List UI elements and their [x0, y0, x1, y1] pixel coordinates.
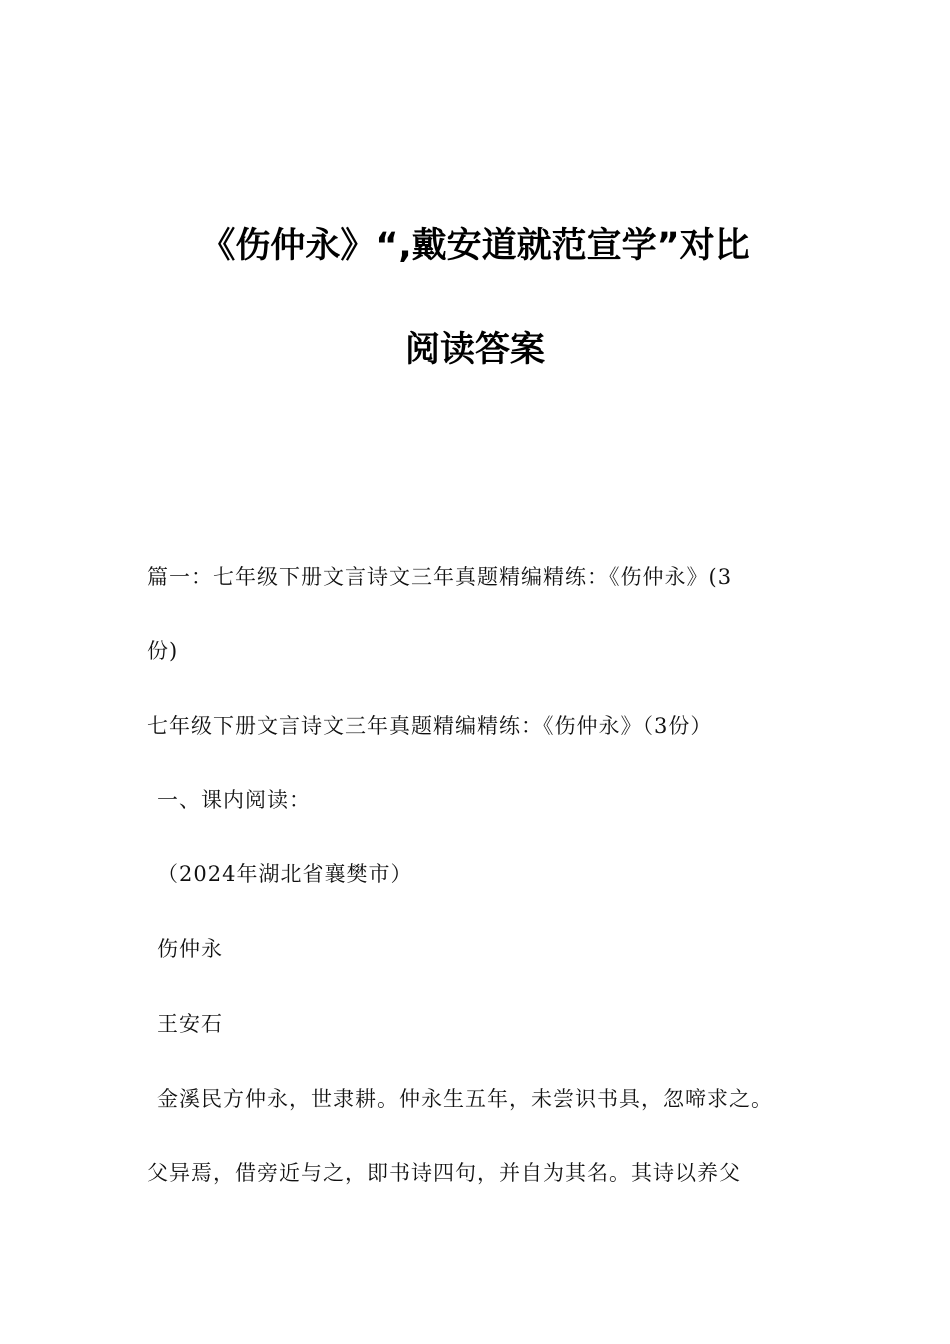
subtitle-line: 七年级下册文言诗文三年真题精编精练：《伤仲永》（3份） — [147, 714, 713, 738]
part-heading: 一、课内阅读： — [157, 788, 311, 812]
document-title-line-2: 阅读答案 — [404, 330, 545, 370]
paragraph-line-2: 父异焉，借旁近与之，即书诗四句，并自为其名。其诗以养父 — [147, 1161, 741, 1185]
text-author: 王安石 — [157, 1012, 223, 1036]
document-title-line-1: 《伤仲永》“,戴安道就范宣学”对比 — [200, 226, 750, 266]
text-title: 伤仲永 — [157, 937, 223, 961]
section-heading: 篇一：七年级下册文言诗文三年真题精编精练：《伤仲永》(3 — [147, 565, 733, 589]
source-note: （2024年湖北省襄樊市） — [157, 862, 413, 886]
paragraph-line-1: 金溪民方仲永，世隶耕。仲永生五年，未尝识书具，忽啼求之。 — [157, 1087, 773, 1111]
section-heading-continued: 份) — [147, 639, 179, 663]
